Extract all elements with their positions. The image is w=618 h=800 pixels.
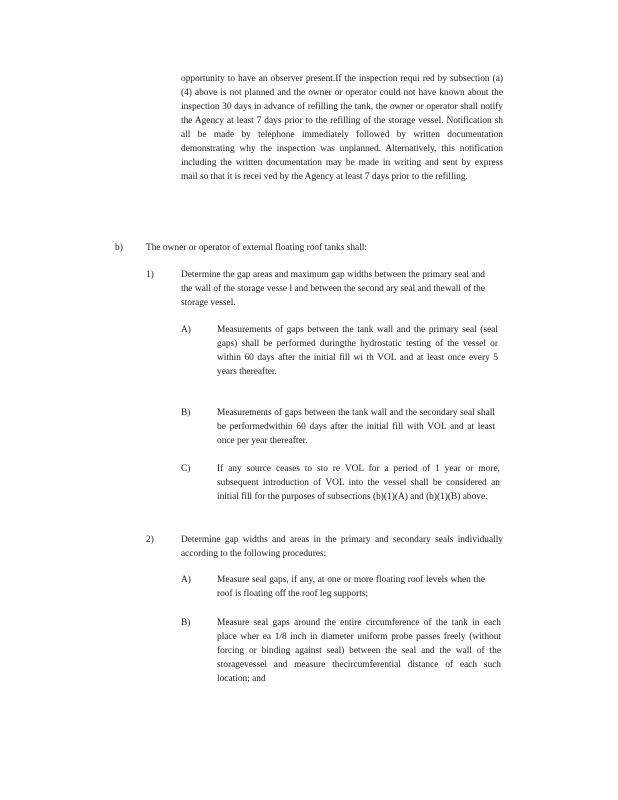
item-1-sub-a-text: Measurements of gaps between the tank wall and the primary seal (seal gaps) shall be performed duringthe hydrostatic testing of the vessel or within 60 days after the initial fill wi th VOL and at least once every 5 years thereafter. xyxy=(217,325,498,377)
item-1-sub-a-label: A) xyxy=(181,325,191,335)
item-2-label: 2) xyxy=(146,535,154,545)
item-1-sub-c-label: C) xyxy=(181,464,191,474)
item-2-sub-a-text: Measure seal gaps, if any, at one or more floating roof levels when the roof is floating off the roof leg supports; xyxy=(217,575,485,599)
item-1-sub-b-label: B) xyxy=(181,408,191,418)
item-2-sub-a-label: A) xyxy=(181,575,191,585)
section-b-text: The owner or operator of external floating roof tanks shall: xyxy=(146,243,368,253)
section-b-label: b) xyxy=(115,243,123,253)
item-1-sub-b-text: Measurements of gaps between the tank wall and the secondary seal shall be performedwithin 60 days after the initial fill with VOL and at least once per year thereafter. xyxy=(217,408,495,446)
item-1-text: Determine the gap areas and maximum gap widths between the primary seal and the wall of the storage vesse l and between the second ary seal and thewall of the storage vessel. xyxy=(181,270,485,308)
intro-paragraph: opportunity to have an observer present.If the inspection requi red by subsection (a)(4) above is not planned and the owner or operator could not have known about the inspection 30 days in advance of refilling the tank, the owner or operator shall notify the Agency at least 7 days prior to the refilling of the storage vessel. Notification sh all be made by telephone immediately followed by written documentation demonstrating why the inspection was unplanned. Alternatively, this notification including the written documentation may be made in writing and sent by express mail so that it is recei ved by the Agency at least 7 days prior to the refilling. xyxy=(181,74,503,182)
item-2-sub-b-label: B) xyxy=(181,618,191,628)
item-2-text: Determine gap widths and areas in the primary and secondary seals individually according to the following procedures: xyxy=(181,535,503,559)
item-1-label: 1) xyxy=(146,270,154,280)
item-1-sub-c-text: If any source ceases to sto re VOL for a period of 1 year or more, subsequent introduction of VOL into the vessel shall be considered an initial fill for the purposes of subsections (b)(1)(A) and (b)(1)(B) above. xyxy=(217,464,500,502)
item-2-sub-b-text: Measure seal gaps around the entire circumference of the tank in each place wher ea 1/8 inch in diameter uniform probe passes freely (without forcing or binding against seal) between the seal and the wall of the storagevessel and measure thecircumferential distance of each such location; and xyxy=(217,618,501,684)
